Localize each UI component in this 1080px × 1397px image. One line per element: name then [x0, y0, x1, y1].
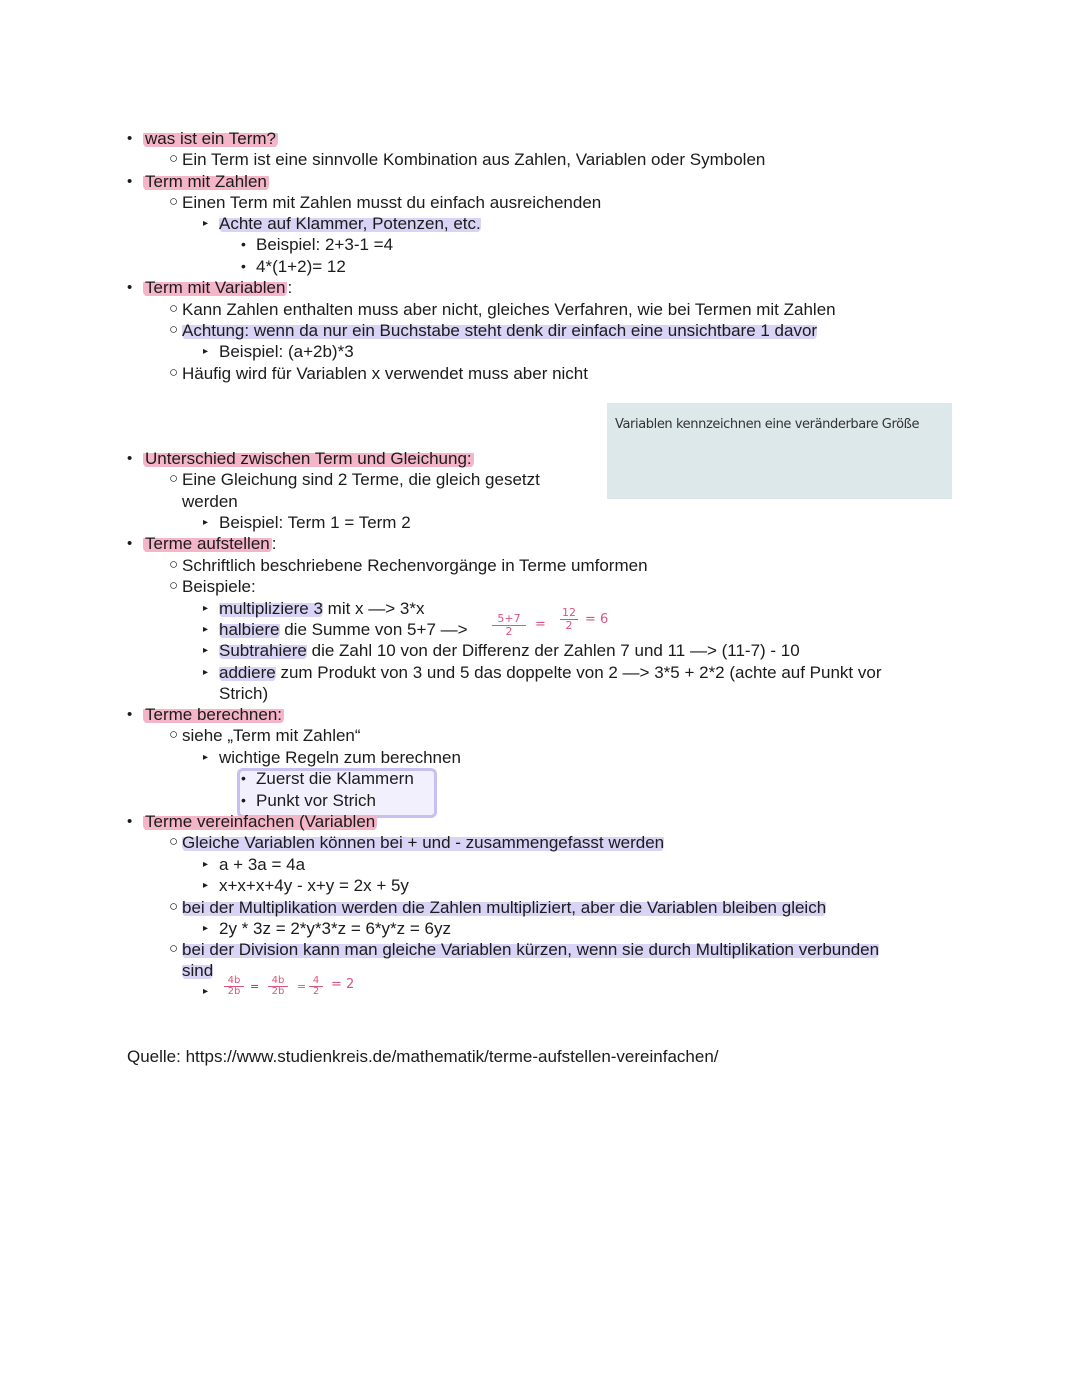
heading-unterschied: Unterschied zwischen Term und Gleichung:	[145, 449, 472, 468]
heading-vereinfachen: Terme vereinfachen (Variablen	[145, 812, 376, 831]
source-citation: Quelle: https://www.studienkreis.de/mathematik/terme-aufstellen-vereinfachen/	[127, 1047, 719, 1066]
hand-div-frac-2: $\frac{4b}{2b}$	[268, 976, 288, 997]
hand-fraction-1: $\frac{5+7}{2}$	[492, 613, 526, 638]
sticky-note: Variablen kennzeichnen eine veränderbare Größe	[607, 403, 952, 499]
hand-div-frac-3: $\frac{4}{2}$	[309, 976, 323, 997]
hand-div-result: = 2	[331, 977, 355, 992]
hand-result-1: = 6	[585, 612, 609, 627]
heading-aufstellen: Terme aufstellen	[145, 534, 270, 553]
hand-div-frac-1: $\frac{4b}{2b}$	[224, 976, 244, 997]
hand-fraction-2: $\frac{12}{2}$	[562, 606, 576, 632]
hand-eq-1: =	[535, 617, 546, 632]
heading-term: was ist ein Term?	[145, 129, 277, 148]
heading-term-zahlen: Term mit Zahlen	[145, 172, 267, 191]
hand-div-eq-2: =	[297, 980, 307, 993]
heading-term-variablen: Term mit Variablen	[145, 278, 286, 297]
heading-berechnen: Terme berechnen:	[145, 705, 283, 724]
hand-div-eq-1: =	[250, 980, 260, 993]
